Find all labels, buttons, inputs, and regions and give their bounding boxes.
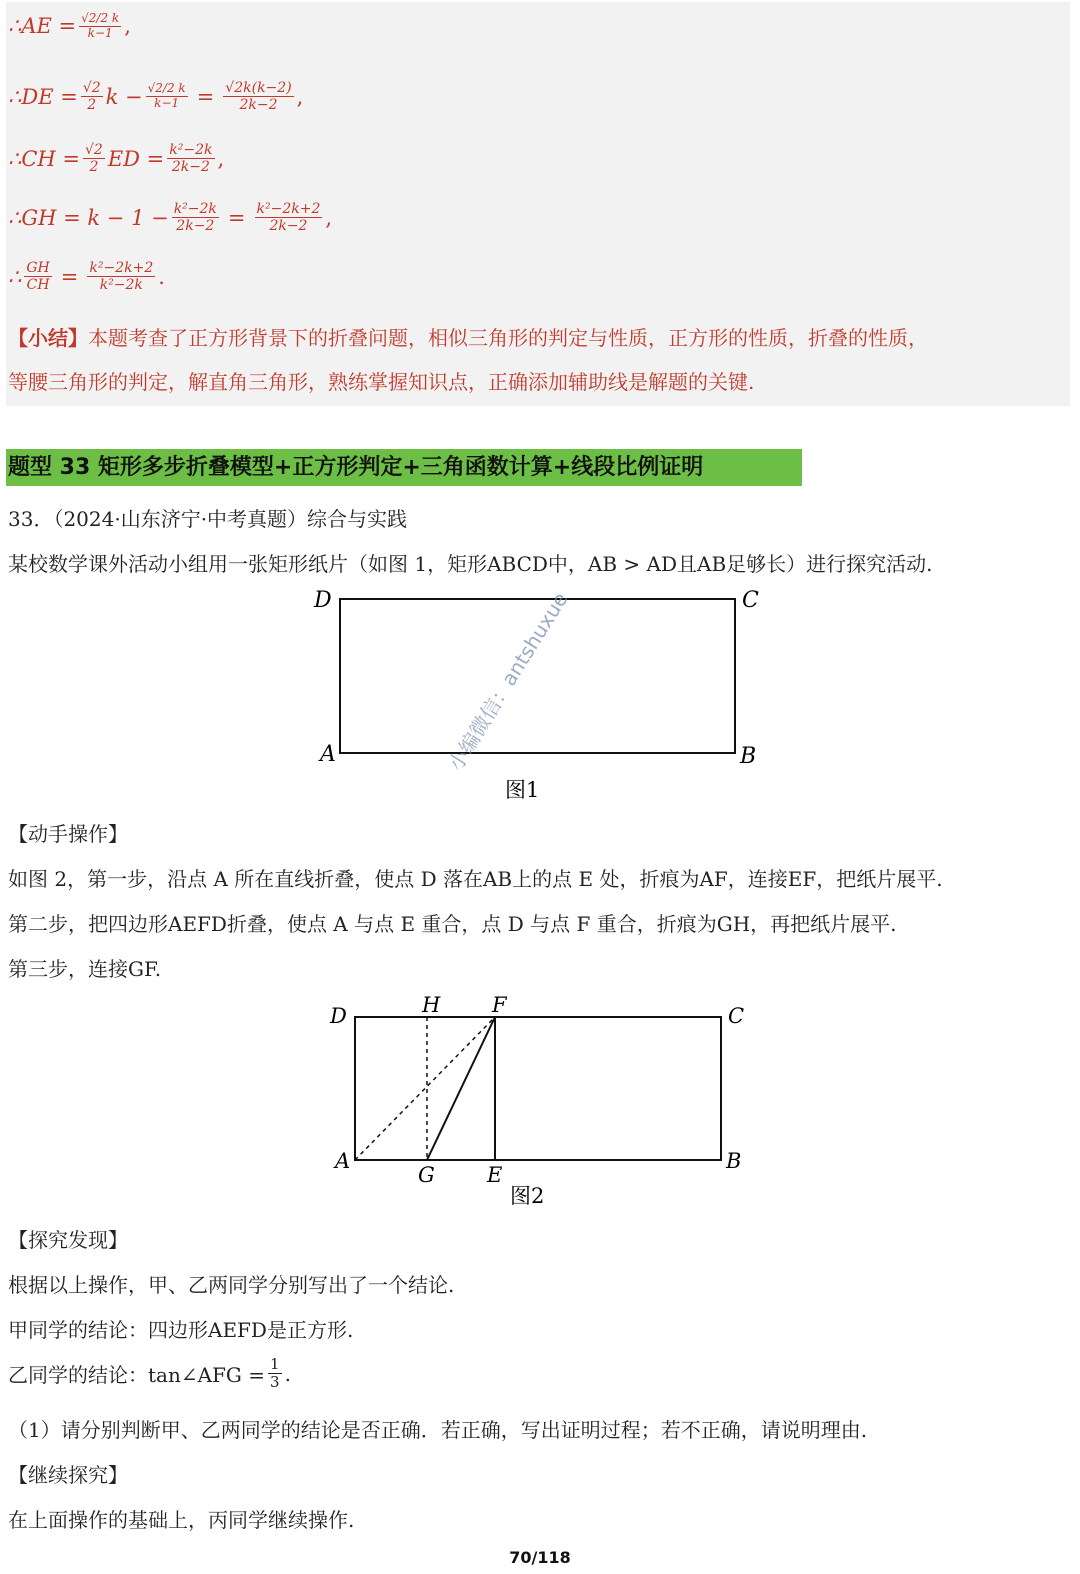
problem-number-line: 33．（2024·山东济宁·中考真题）综合与实践 (8, 507, 408, 531)
section-heading: 题型 33 矩形多步折叠模型+正方形判定+三角函数计算+线段比例证明 (6, 449, 802, 486)
label-g: G (418, 1163, 435, 1187)
figure-1-caption: 图1 (505, 778, 540, 802)
figure-2 (320, 990, 760, 1215)
fraction: $\frac{√2k(k-2)}{2k-2}$ (225, 80, 292, 114)
problem-intro: 某校数学课外活动小组用一张矩形纸片（如图 1，矩形ABCD中，AB > AD且AB足够长）进行探究活动. (8, 552, 933, 576)
label-d: D (314, 588, 332, 613)
step-1: 如图 2，第一步，沿点 A 所在直线折叠，使点 D 落在AB上的点 E 处，折痕为AF，连接EF，把纸片展平. (8, 867, 943, 891)
fraction: $\frac{1}{3}$ (270, 1355, 280, 1392)
fraction: $\frac{\text{k²−2k+2}}{2k-2}$ (256, 201, 321, 235)
label-f: F (492, 993, 507, 1017)
continue-title: 【继续探究】 (8, 1463, 128, 1487)
label-c: C (728, 1004, 745, 1028)
fraction: $\frac{√2/2 k}{k-1}$ (147, 81, 186, 111)
fraction: $\frac{GH}{CH}$ (26, 260, 50, 294)
fraction: $\frac{\text{k²−2k}}{2k-2}$ (169, 142, 213, 176)
label-b: B (726, 1149, 742, 1173)
fraction: $\frac{√2}{2}$ (85, 142, 103, 176)
conclusion-jia: 甲同学的结论：四边形AEFD是正方形. (8, 1318, 354, 1342)
conclusion-yi: 乙同学的结论：tan∠AFG = $\frac{1}{3}$ . (8, 1355, 291, 1392)
summary-tag: 【小结】 (8, 326, 88, 350)
label-e: E (487, 1163, 503, 1187)
math-line-gh: ∴GH = k − 1 − $\frac{\text{k²−2k}}{2k-2}$ = $\frac{\text{k²−2k+2}}{2k-2}$ , (8, 201, 333, 235)
fraction: $\frac{√2}{2}$ (82, 80, 101, 114)
hands-on-title: 【动手操作】 (8, 822, 128, 846)
line-af-dashed (355, 1017, 495, 1160)
math-line-ae: ∴AE = $\frac{√2/2 k}{k-1}$ , (8, 11, 131, 40)
fraction: $\frac{\text{k²−2k+2}}{\text{k²−2k}}$ (89, 260, 154, 294)
math-line-de: ∴DE = $\frac{√2}{2}$ k − $\frac{√2/2 k}{k-1}$ = $\frac{√2k(k-2)}{2k-2}$ , (8, 80, 304, 114)
label-h: H (422, 993, 441, 1017)
label-b: B (740, 744, 757, 769)
label-a: A (335, 1149, 351, 1173)
fraction: $\frac{\text{k²−2k}}{2k-2}$ (173, 201, 217, 235)
math-line-ch: ∴CH = $\frac{√2}{2}$ ED = $\frac{\text{k²−2k}}{2k-2}$ , (8, 142, 225, 176)
rectangle-abcd (355, 1017, 721, 1160)
math-line-ratio: ∴ $\frac{GH}{CH}$ = $\frac{\text{k²−2k+2}}{\text{k²−2k}}$ . (8, 260, 165, 294)
step-3: 第三步，连接GF. (8, 957, 162, 981)
page-number: 70/118 (509, 1548, 571, 1567)
summary-line-1: 【小结】本题考查了正方形背景下的折叠问题，相似三角形的判定与性质，正方形的性质，折叠的性质， (8, 326, 928, 350)
label-a: A (320, 742, 336, 767)
continue-intro: 在上面操作的基础上，丙同学继续操作. (8, 1508, 355, 1532)
summary-line-2: 等腰三角形的判定，解直角三角形，熟练掌握知识点，正确添加辅助线是解题的关键. (8, 370, 755, 394)
watermark: 小编微信：antshuxue (443, 587, 573, 775)
label-d: D (330, 1004, 347, 1028)
question-1: （1）请分别判断甲、乙两同学的结论是否正确．若正确，写出证明过程；若不正确，请说明理由. (8, 1418, 868, 1442)
math-lhs: ∴AE = (8, 14, 77, 39)
label-c: C (742, 588, 759, 613)
line-gf (427, 1017, 495, 1160)
summary (8, 316, 1068, 404)
fraction: $\frac{√2/2 k}{k-1}$ (81, 11, 120, 40)
figure-2-caption: 图2 (510, 1184, 545, 1208)
explore-title: 【探究发现】 (8, 1228, 128, 1252)
step-2: 第二步，把四边形AEFD折叠，使点 A 与点 E 重合，点 D 与点 F 重合，折痕为GH，再把纸片展平. (8, 912, 897, 936)
explore-intro: 根据以上操作，甲、乙两同学分别写出了一个结论. (8, 1273, 455, 1297)
